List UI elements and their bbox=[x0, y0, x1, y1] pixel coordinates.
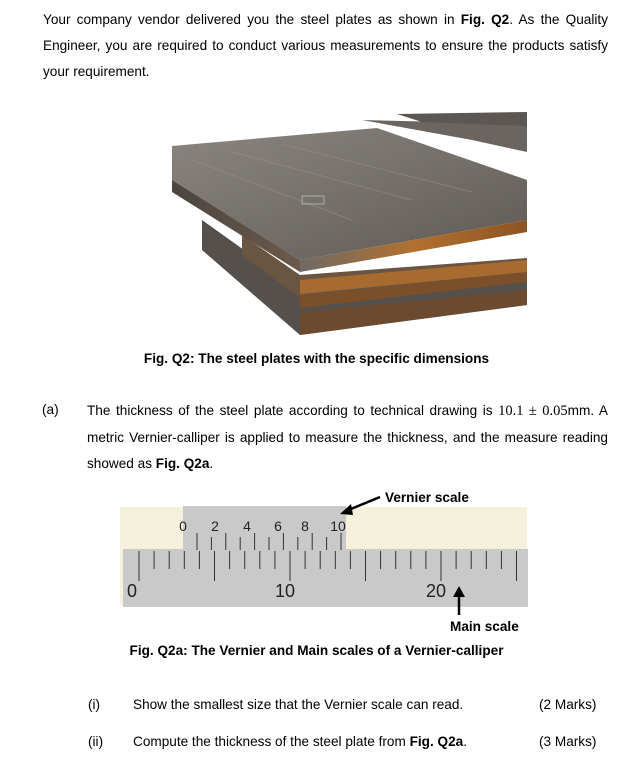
intro-text-continued: . As the Quality Engineer, you are required to conduct various measurements to ensure the products satisfy your requirement. bbox=[43, 12, 608, 79]
question-marks: (2 Marks) bbox=[539, 697, 597, 712]
vernier-calliper-figure bbox=[110, 485, 550, 635]
intro-paragraph bbox=[43, 7, 608, 85]
main-number: 20 bbox=[425, 581, 447, 601]
main-scale-label: Main scale bbox=[450, 619, 519, 634]
question-text bbox=[133, 734, 467, 749]
part-a-text-2: mm. A metric Vernier-calliper is applied to measure the thickness, and the measure reading showed as bbox=[87, 403, 608, 471]
steel-plates-photo bbox=[172, 100, 527, 344]
main-number: 0 bbox=[126, 581, 138, 601]
figure-reference: Fig. Q2a bbox=[409, 734, 464, 749]
figure-reference: Fig. Q2a bbox=[155, 456, 210, 471]
part-a-text-1: The thickness of the steel plate according to technical drawing is bbox=[87, 403, 499, 418]
vernier-number: 4 bbox=[243, 518, 251, 534]
part-a-text-3: . bbox=[209, 456, 214, 471]
question-ii bbox=[88, 734, 608, 752]
intro-text: Your company vendor delivered you the steel plates as shown in bbox=[43, 12, 461, 27]
main-number: 10 bbox=[274, 581, 296, 601]
question-text-part: Compute the thickness of the steel plate from bbox=[133, 734, 410, 749]
vernier-number: 0 bbox=[179, 518, 187, 534]
tolerance-value: 10.1 ± 0.05 bbox=[498, 403, 568, 419]
part-a-label: (a) bbox=[42, 402, 59, 417]
figure-q2-caption: Fig. Q2: The steel plates with the specific dimensions bbox=[143, 351, 490, 366]
vernier-number: 2 bbox=[211, 518, 219, 534]
vernier-number: 10 bbox=[330, 518, 346, 534]
part-a-text bbox=[87, 398, 608, 478]
question-text-end: . bbox=[463, 734, 467, 749]
vernier-number: 8 bbox=[301, 518, 309, 534]
figure-reference: Fig. Q2 bbox=[460, 12, 510, 27]
question-number: (i) bbox=[88, 697, 101, 712]
question-i bbox=[88, 697, 608, 715]
vernier-number: 6 bbox=[274, 518, 282, 534]
question-text: Show the smallest size that the Vernier scale can read. bbox=[133, 697, 464, 712]
main-scale-bar bbox=[123, 549, 528, 607]
question-number: (ii) bbox=[88, 734, 104, 749]
vernier-scale-label: Vernier scale bbox=[385, 490, 469, 505]
vernier-scale-bar bbox=[183, 506, 346, 551]
question-marks: (3 Marks) bbox=[539, 734, 597, 749]
figure-q2a-caption: Fig. Q2a: The Vernier and Main scales of a Vernier-calliper bbox=[129, 643, 504, 658]
